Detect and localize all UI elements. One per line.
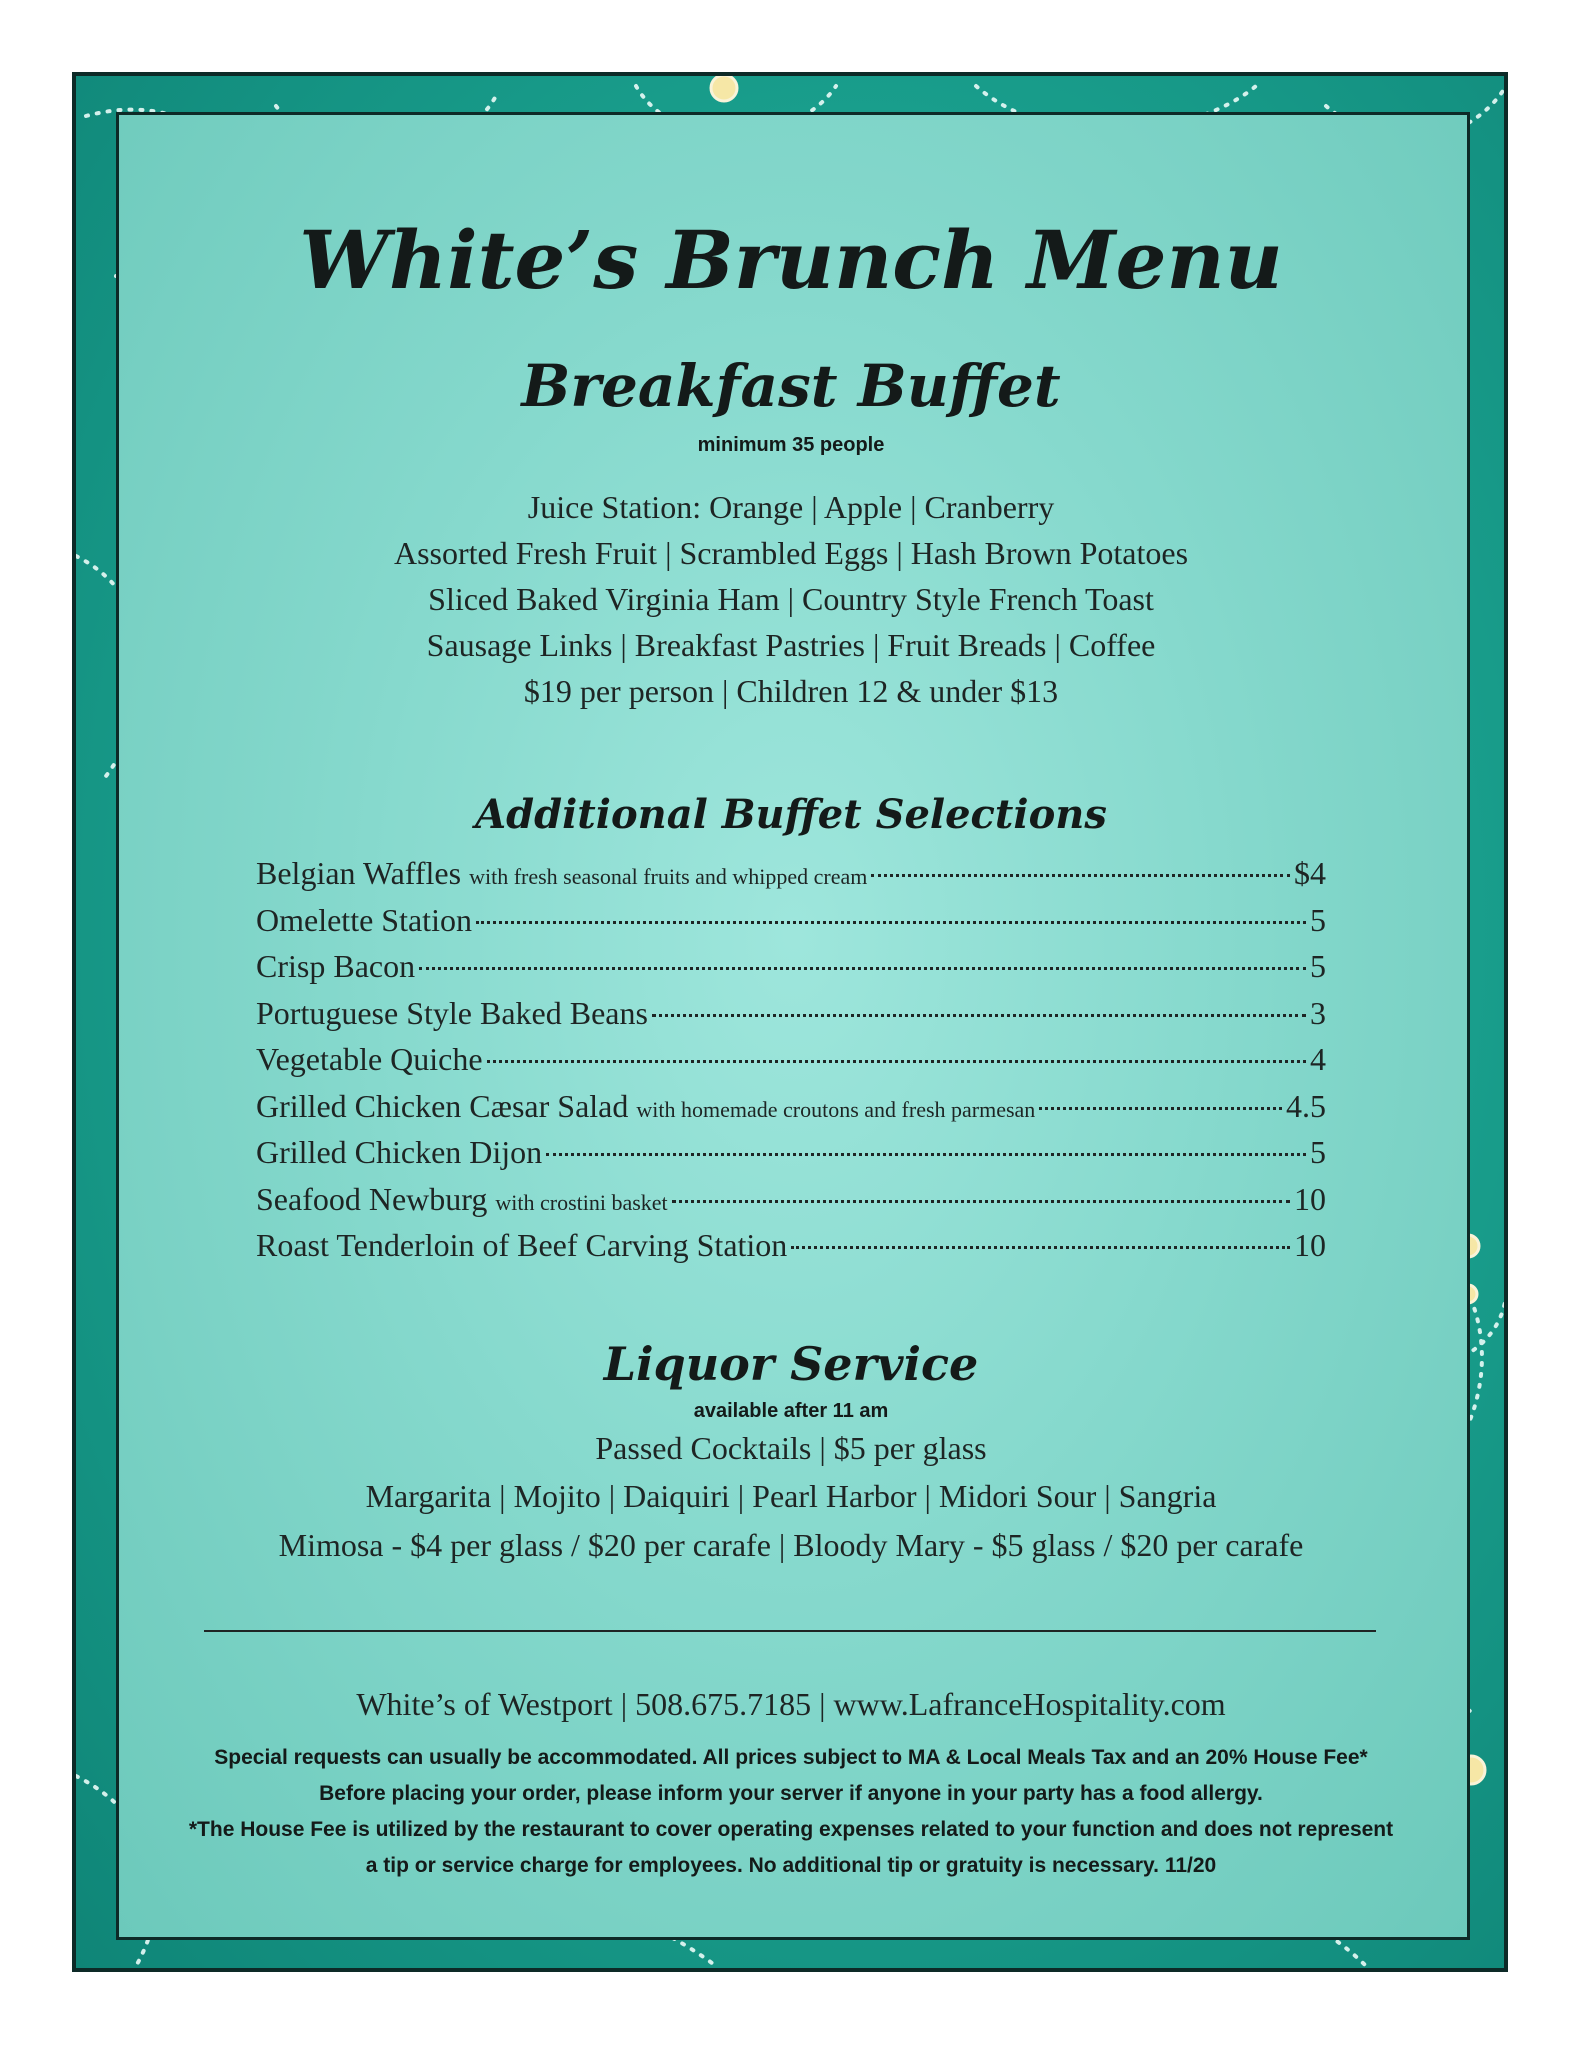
liquor-line: Passed Cocktails | $5 per glass — [595, 1430, 987, 1466]
dot-leader — [487, 1060, 1306, 1063]
dot-leader — [476, 921, 1306, 924]
liquor-line: Margarita | Mojito | Daiquiri | Pearl Harbor | Midori Sour | Sangria — [365, 1478, 1217, 1514]
menu-item-price: 5 — [1310, 901, 1326, 938]
breakfast-buffet-note: minimum 35 people — [697, 434, 885, 456]
breakfast-price-line: $19 per person | Children 12 & under $13 — [523, 673, 1059, 709]
dot-leader — [546, 1153, 1306, 1156]
menu-item-price: 10 — [1294, 1227, 1326, 1263]
dot-leader — [1039, 1107, 1282, 1110]
additional-selections-list — [256, 855, 1326, 1274]
menu-item — [256, 1041, 1326, 1088]
menu-item — [256, 1088, 1326, 1135]
menu-item-name: Grilled Chicken Dijon — [256, 1134, 543, 1170]
menu-item-name: Roast Tenderloin of Beef Carving Station — [256, 1227, 788, 1263]
menu-item-name: Vegetable Quiche — [256, 1041, 483, 1077]
dot-leader — [419, 967, 1306, 970]
menu-item — [256, 995, 1326, 1042]
dot-leader — [672, 1200, 1290, 1203]
breakfast-line: Sliced Baked Virginia Ham | Country Style French Toast — [428, 581, 1154, 617]
menu-title: White’s Brunch Menu — [299, 213, 1283, 307]
menu-item-price: 4 — [1310, 1041, 1326, 1077]
menu-item — [256, 1134, 1326, 1181]
fine-print: Before placing your order, please inform your server if anyone in your party has a food allergy. — [319, 1782, 1263, 1805]
liquor-service-note: available after 11 am — [693, 1400, 889, 1422]
breakfast-buffet-heading: Breakfast Buffet — [521, 352, 1061, 420]
liquor-service-heading: Liquor Service — [603, 1337, 979, 1391]
contact-line: White’s of Westport | 508.675.7185 | www.LafranceHospitality.com — [356, 1686, 1226, 1722]
fine-print: *The House Fee is utilized by the restaurant to cover operating expenses related to your function and does not represent — [188, 1818, 1394, 1841]
liquor-line: Mimosa - $4 per glass / $20 per carafe | Bloody Mary - $5 glass / $20 per carafe — [278, 1527, 1304, 1563]
menu-item — [256, 902, 1326, 949]
dot-leader — [652, 1014, 1306, 1017]
menu-item — [256, 1181, 1326, 1228]
menu-item-price: $4 — [1294, 855, 1326, 891]
menu-item-name: Seafood Newburg — [256, 1180, 488, 1217]
menu-item-name: Portuguese Style Baked Beans — [256, 994, 648, 1031]
menu-item-description: with fresh seasonal fruits and whipped cream — [469, 864, 868, 889]
dot-leader — [791, 1246, 1290, 1249]
section-divider — [204, 1630, 1376, 1632]
menu-item-price: 5 — [1310, 1134, 1326, 1170]
menu-item-name: Crisp Bacon — [256, 948, 416, 984]
fine-print: a tip or service charge for employees. No additional tip or gratuity is necessary. 11/20 — [365, 1854, 1217, 1877]
menu-item-price: 3 — [1310, 994, 1326, 1031]
additional-selections-heading: Additional Buffet Selections — [475, 791, 1107, 838]
menu-item-price: 10 — [1294, 1180, 1326, 1217]
dot-leader — [871, 874, 1290, 877]
menu-item-description: with crostini basket — [495, 1189, 668, 1215]
menu-item-price: 4.5 — [1286, 1087, 1326, 1124]
menu-item-name: Belgian Waffles — [256, 855, 462, 891]
menu-item-name: Grilled Chicken Cæsar Salad — [256, 1087, 629, 1124]
breakfast-line: Juice Station: Orange | Apple | Cranberry — [527, 489, 1055, 525]
menu-item — [256, 855, 1326, 902]
fine-print: Special requests can usually be accommodated. All prices subject to MA & Local Meals Tax and an 20% House Fee* — [214, 1746, 1368, 1769]
breakfast-line: Sausage Links | Breakfast Pastries | Fruit Breads | Coffee — [426, 627, 1156, 663]
menu-item-name: Omelette Station — [256, 901, 472, 938]
menu-item — [256, 948, 1326, 995]
menu-item-description: with homemade croutons and fresh parmesan — [636, 1096, 1036, 1122]
menu-item-price: 5 — [1310, 948, 1326, 984]
breakfast-line: Assorted Fresh Fruit | Scrambled Eggs | Hash Brown Potatoes — [393, 535, 1189, 571]
menu-item — [256, 1227, 1326, 1274]
